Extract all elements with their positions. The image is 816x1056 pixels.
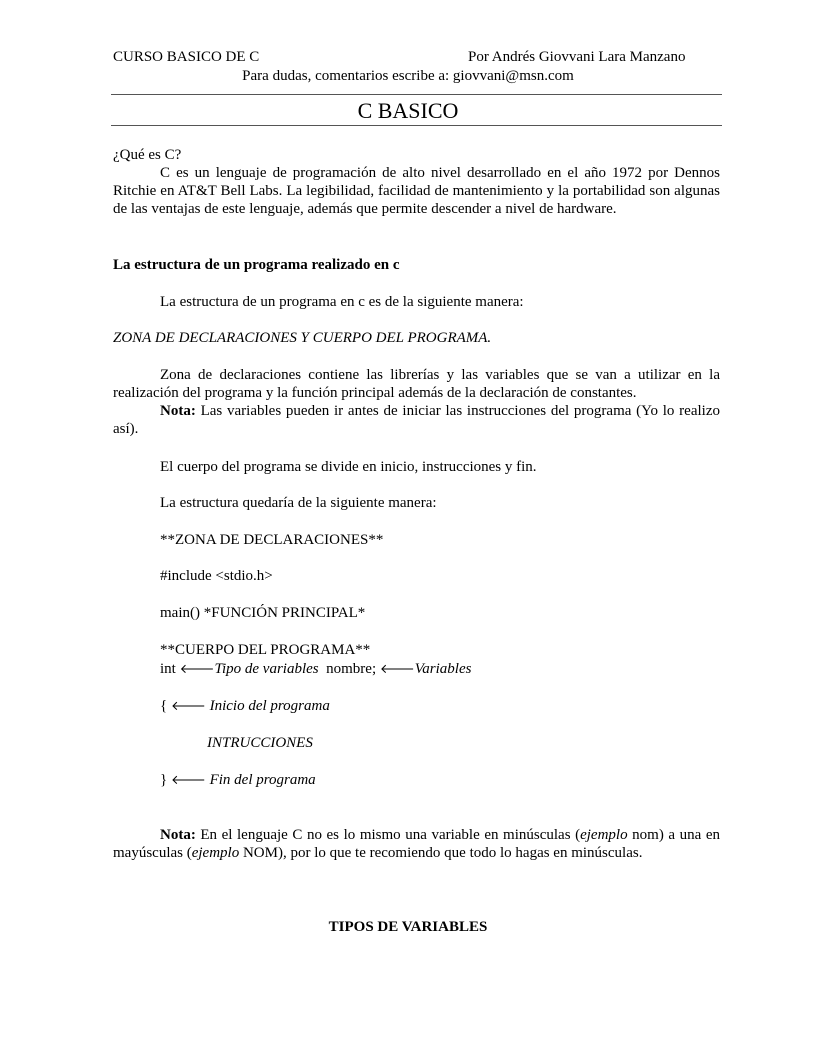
instructions-label: INTRUCCIONES	[207, 735, 313, 751]
type-note: Tipo de variables	[214, 661, 319, 677]
body-label: **CUERPO DEL PROGRAMA**	[160, 642, 371, 658]
left-arrow-icon: 🡐	[170, 699, 206, 714]
body-description: El cuerpo del programa se divide en inicio, instrucciones y fin.	[160, 459, 537, 475]
case-note-example-1: ejemplo	[580, 827, 628, 843]
case-note-text-1: En el lenguaje C no es lo mismo una variable en minúsculas (	[195, 827, 581, 843]
header-course: CURSO BASICO DE C	[113, 49, 260, 65]
variables-note: Variables	[414, 661, 472, 677]
case-note-example-2: ejemplo	[191, 845, 240, 861]
note-paragraph	[113, 402, 720, 438]
case-note-paragraph	[113, 826, 720, 862]
result-lead: La estructura quedaría de la siguiente manera:	[160, 495, 437, 511]
case-note-text-3: NOM), por lo que te recomiendo que todo lo hagas en minúsculas.	[239, 845, 643, 861]
int-keyword: int	[160, 661, 180, 677]
title-rule-bottom	[111, 125, 722, 126]
main-line: main() *FUNCIÓN PRINCIPAL*	[160, 605, 366, 621]
structure-heading: La estructura de un programa realizado en c	[113, 257, 400, 273]
intro-question: ¿Qué es C?	[113, 147, 182, 163]
header-contact: Para dudas, comentarios escribe a: giovvani@msn.com	[242, 68, 574, 84]
header-author: Por Andrés Giovvani Lara Manzano	[468, 49, 686, 65]
include-line: #include <stdio.h>	[160, 568, 273, 584]
int-line	[160, 660, 471, 679]
left-arrow-icon: 🡐	[379, 662, 415, 677]
section-heading-variable-types: TIPOS DE VARIABLES	[328, 919, 488, 935]
close-brace: }	[160, 772, 171, 788]
zone-declarations-label: **ZONA DE DECLARACIONES**	[160, 532, 384, 548]
left-arrow-icon: 🡐	[179, 662, 215, 677]
name-text: nombre;	[318, 661, 380, 677]
structure-lead: La estructura de un programa en c es de la siguiente manera:	[160, 294, 524, 310]
open-brace-line	[160, 697, 330, 716]
title-rule-top	[111, 94, 722, 95]
close-brace-line	[160, 771, 316, 790]
left-arrow-icon: 🡐	[170, 773, 206, 788]
note-text: Las variables pueden ir antes de iniciar las instrucciones del programa (Yo lo realizo así).	[113, 403, 720, 437]
open-brace: {	[160, 698, 171, 714]
case-note-text-2: nom) a una en mayúsculas (	[113, 827, 720, 861]
start-note: Inicio del programa	[205, 698, 330, 714]
end-note: Fin del programa	[205, 772, 316, 788]
page-title: C BASICO	[357, 98, 459, 123]
note-label: Nota:	[160, 403, 196, 419]
declarations-paragraph: Zona de declaraciones contiene las librerías y las variables que se van a utilizar en la realización del programa y la función principal además de la declaración de constantes.	[113, 367, 720, 401]
case-note-label: Nota:	[160, 827, 196, 843]
intro-answer: C es un lenguaje de programación de alto nivel desarrollado en el año 1972 por Dennos Ritchie en AT&T Bell Labs. La legibilidad, facilidad de mantenimiento y la portabilidad son algunas de las ventajas de este lenguaje, además que permite descender a nivel de hardware.	[113, 165, 720, 217]
structure-zones: ZONA DE DECLARACIONES Y CUERPO DEL PROGRAMA.	[113, 330, 492, 346]
